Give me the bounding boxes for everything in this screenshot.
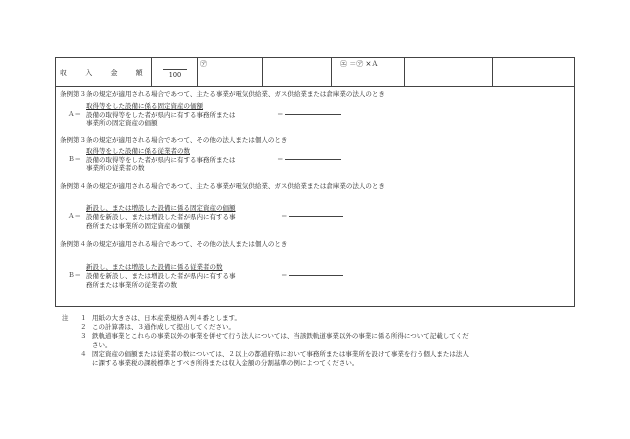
equals: ＝ [277,110,284,118]
section-heading: 条例第４条の規定が適用される場合であつて、その他の法人または個人のとき [60,240,288,248]
note-text: この計算書は、３通作成して提出してください。 [92,323,235,331]
note-text: に課する事業税の課税標準とすべき所得または収入金額の分割基準の例によつてください。 [92,359,359,367]
denominator-line: 設備を新設し、または増設した者が県内に有する事 [86,213,236,221]
column-divider [492,58,493,86]
variable-a: Ａ＝ [68,110,81,118]
note-item [62,350,469,359]
note-text: 鉄軌道事業とこれらの事業以外の事業を併せて行う法人については、当該鉄軌道事業以外の事業に係る所得について記載してくだ [92,332,469,340]
notes-label: 注 [62,314,69,322]
fraction-bar [163,69,187,70]
denominator-line: 務所または事業所の従業者の数 [86,281,177,289]
answer-line [285,159,341,160]
denominator-line: 事業所の固定資産の価額 [86,119,158,127]
equals: ＝ [281,271,288,279]
answer-line [289,275,343,276]
equals: ＝ [277,155,284,163]
fraction-denominator: 100 [168,71,182,79]
column-divider [151,58,152,86]
answer-line [289,216,343,217]
variable-b: Ｂ＝ [68,155,81,163]
note-number: ３ [80,332,87,340]
note-item [62,341,469,350]
denominator-line: 設備の取得等をした者が県内に有する事務所または [86,156,236,164]
section-heading: 条例第３条の規定が適用される場合であつて、その他の法人または個人のとき [60,136,288,144]
note-number: ２ [80,323,87,331]
answer-line [285,114,341,115]
variable-a: Ａ＝ [68,212,81,220]
denominator-line: 事業所の従業者の数 [86,164,145,172]
section-heading: 条例第４条の規定が適用される場合であつて、主たる事業が電気供給業、ガス供給業または倉庫業の法人のとき [60,182,385,190]
note-text: 固定資産の価額または従業者の数については、２以上の都道府県において事務所または事業所を設けて事業を行う個人または法人 [92,350,469,358]
note-text: さい。 [92,341,112,349]
column-divider [331,58,332,86]
col-d-formula: ㋓ ＝㋐ ×Ａ [340,60,379,68]
note-item [62,332,469,341]
note-item [62,323,469,332]
section-heading: 条例第３条の規定が適用される場合であつて、主たる事業が電気供給業、ガス供給業または倉庫業の法人のとき [60,90,385,98]
column-divider [404,58,405,86]
denominator-line: 設備の取得等をした者が県内に有する事務所または [86,111,236,119]
note-number: ４ [80,350,87,358]
column-divider [262,58,263,86]
variable-b: Ｂ＝ [68,271,81,279]
numerator: 取得等をした設備に係る従業者の数 [86,147,190,155]
numerator: 新設し、または増設した設備に係る従業者の数 [86,263,223,271]
note-item [62,314,469,323]
calculation-form [55,57,575,307]
income-amount-label: 収 入 金 額 [60,69,151,77]
col-a-symbol: ㋐ [200,60,207,68]
numerator: 取得等をした設備に係る固定資産の価額 [86,102,203,110]
column-divider [197,58,198,86]
income-amount-row [56,58,574,87]
numerator: 新設し、または増設した設備に係る固定資産の価額 [86,204,236,212]
fraction-cell [157,62,193,79]
denominator-line: 務所または事業所の固定資産の価額 [86,222,190,230]
denominator-line: 設備を新設し、または増設した者が県内に有する事 [86,272,236,280]
note-text: 用紙の大きさは、日本産業規格Ａ列４番とします。 [92,314,241,322]
notes [62,314,469,368]
note-item [62,359,469,368]
equals: ＝ [281,212,288,220]
note-number: １ [80,314,87,322]
